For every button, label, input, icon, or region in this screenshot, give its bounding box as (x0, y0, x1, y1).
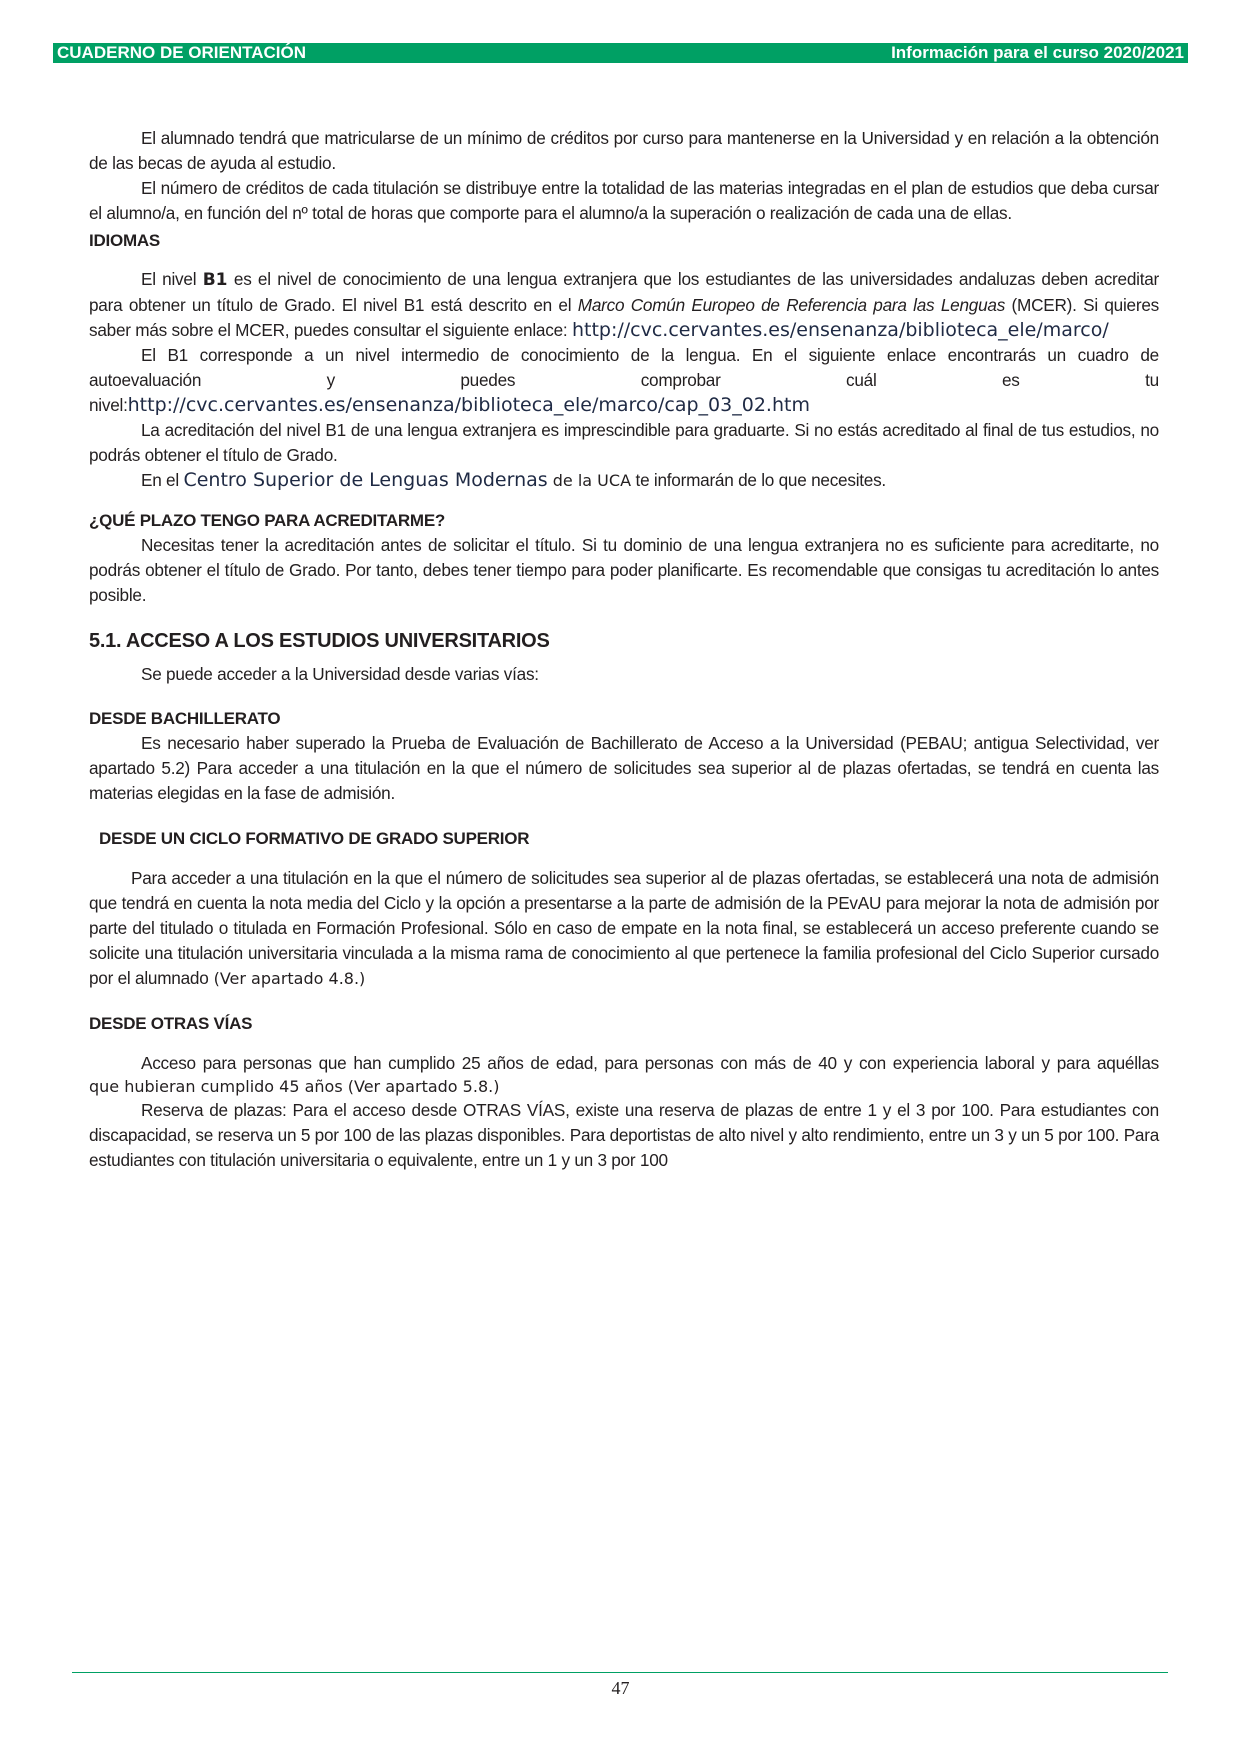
idiomas-paragraph-1 (89, 267, 1159, 343)
idiomas-paragraph-2-line-1: El B1 corresponde a un nivel intermedio de conocimiento de la lengua. En el siguiente enlace encontrarás un cuadro de (141, 345, 1159, 365)
nivel-label: nivel: (89, 395, 128, 415)
word-puedes: puedes (460, 370, 516, 390)
intro-paragraph-1: El alumnado tendrá que matricularse de un mínimo de créditos por curso para mantenerse en la Universidad y en relación a la obtención de las becas de ayuda al estudio. (89, 128, 1159, 173)
word-cual: cuál (846, 370, 877, 390)
page-number: 47 (611, 1678, 630, 1698)
footer-divider (72, 1672, 1168, 1673)
header-right-title: Información para el curso 2020/2021 (891, 43, 1184, 62)
bachillerato-paragraph: Es necesario haber superado la Prueba de Evaluación de Bachillerato de Acceso a la Universidad (PEBAU; antigua Selectividad, ver apartado 5.2) Para acceder a una titulación en la que el número de solicitudes sea superior al de plazas ofertadas, se tendrá en cuenta las materias elegidas en la fase de admisión. (89, 733, 1159, 803)
idiomas-p4-text-a: En el (141, 470, 184, 490)
plazo-paragraph: Necesitas tener la acreditación antes de solicitar el título. Si tu dominio de una lengua extranjera no es suficiente para acreditarte, no podrás obtener el título de Grado. Por tanto, debes tener tiempo para poder planificarte. Es recomendable que consigas tu acreditación lo antes posible. (89, 535, 1159, 605)
ciclo-reference: (Ver apartado 4.8.) (208, 969, 366, 988)
otras-paragraph-2: Reserva de plazas: Para el acceso desde OTRAS VÍAS, existe una reserva de plazas de entre 1 y el 3 por 100. Para estudiantes con discapacidad, se reserva un 5 por 100 de las plazas disponibles. Para deportistas de alto nivel y alto rendimiento, entre un 3 y un 5 por 100. Para estudiantes con titulación universitaria o equivalente, entre un 1 y un 3 por 100 (89, 1100, 1159, 1170)
mcer-link[interactable]: http://cvc.cervantes.es/ensenanza/biblioteca_ele/marco/ (571, 319, 1109, 341)
word-y: y (326, 370, 335, 390)
header-left-title: CUADERNO DE ORIENTACIÓN (57, 43, 307, 62)
uca-label: de la UCA (547, 471, 632, 490)
acceso-section-heading: 5.1. ACCESO A LOS ESTUDIOS UNIVERSITARIOS (89, 630, 550, 652)
ciclo-paragraph (89, 866, 1159, 991)
bachillerato-heading: DESDE BACHILLERATO (89, 709, 281, 728)
plazo-heading: ¿QUÉ PLAZO TENGO PARA ACREDITARME? (89, 511, 446, 530)
word-autoevaluacion: autoevaluación (89, 370, 202, 390)
ciclo-heading: DESDE UN CICLO FORMATIVO DE GRADO SUPERIOR (99, 829, 530, 848)
word-comprobar: comprobar (640, 370, 721, 390)
idiomas-p4-text-b: te informarán de lo que necesites. (631, 470, 886, 490)
idiomas-p1-text-c: (MCER). Si quieres saber más sobre el MCER, puedes consultar el siguiente enlace: (89, 295, 1159, 340)
idiomas-p1-text-a: El nivel (141, 269, 203, 289)
acceso-paragraph: Se puede acceder a la Universidad desde varias vías: (141, 664, 539, 684)
idiomas-heading: IDIOMAS (89, 231, 160, 250)
otras-paragraph-1-line-2: que hubieran cumplido 45 años (Ver apartado 5.8.) (89, 1077, 500, 1096)
word-es: es (1002, 370, 1020, 390)
otras-paragraph-1: Acceso para personas que han cumplido 25 años de edad, para personas con más de 40 y con experiencia laboral y para aquéllas (141, 1053, 1159, 1073)
word-tu: tu (1145, 370, 1159, 390)
otras-heading: DESDE OTRAS VÍAS (89, 1014, 253, 1033)
page-header-bar (53, 43, 1188, 63)
idiomas-paragraph-3: La acreditación del nivel B1 de una lengua extranjera es imprescindible para graduarte. Si no estás acreditado al final de tus estudios, no podrás obtener el título de Grado. (89, 420, 1159, 465)
idiomas-paragraph-2-line-2 (89, 368, 1159, 393)
ciclo-paragraph-text: Para acceder a una titulación en la que el número de solicitudes sea superior al de plazas ofertadas, se establecerá una nota de admisión que tendrá en cuenta la nota media del Ciclo y la opción a presentarse a la parte de admisión de la PEvAU para mejorar la nota de admisión por parte del titulado o titulada en Formación Profesional. Sólo en caso de empate en la nota final, se establecerá un acceso preferente cuando se solicite una titulación universitaria vinculada a la misma rama de conocimiento al que pertenece la familia profesional del Ciclo Superior cursado por el alumnado (89, 868, 1159, 988)
idiomas-paragraph-4 (89, 468, 1159, 493)
idiomas-p1-text-b: es el nivel de conocimiento de una lengua extranjera que los estudiantes de las universidades andaluzas deben acreditar para obtener un título de Grado. El nivel B1 está descrito en el (89, 269, 1160, 315)
idiomas-paragraph-2-line-3 (89, 393, 1159, 418)
document-body (89, 126, 1159, 1173)
cslm-link[interactable]: Centro Superior de Lenguas Modernas (183, 469, 548, 491)
mcer-title: Marco Común Europeo de Referencia para las Lenguas (577, 295, 1006, 315)
intro-paragraph-2: El número de créditos de cada titulación se distribuye entre la totalidad de las materias integradas en el plan de estudios que deba cursar el alumno/a, en función del nº total de horas que comporte para el alumno/a la superación o realización de cada una de ellas. (89, 178, 1159, 223)
autoevaluacion-link[interactable]: http://cvc.cervantes.es/ensenanza/biblioteca_ele/marco/cap_03_02.htm (127, 394, 810, 416)
b1-level-label: B1 (202, 270, 228, 290)
